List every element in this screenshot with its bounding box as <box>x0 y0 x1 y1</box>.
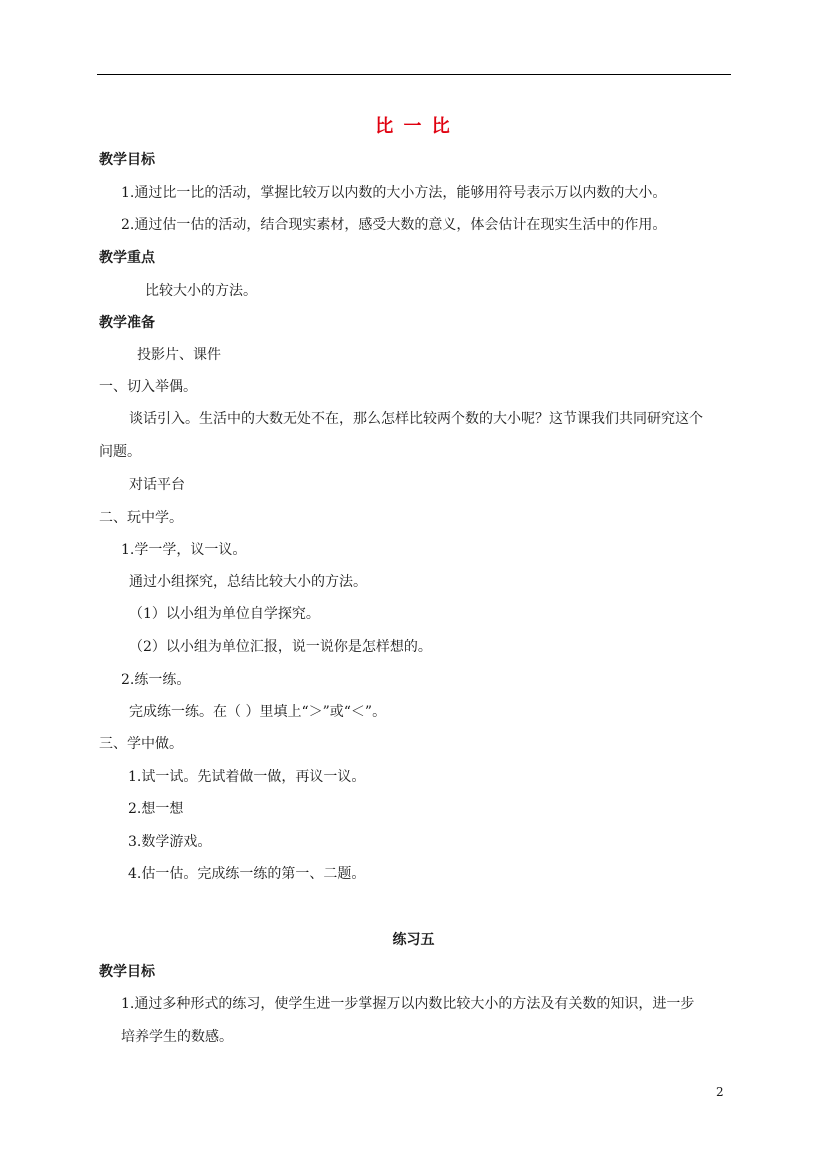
section2-goal-1-b: 培养学生的数感。 <box>121 1029 233 1045</box>
part1-text-b: 问题。 <box>99 444 141 460</box>
goal-2: 2.通过估一估的活动，结合现实素材，感受大数的意义，体会估计在现实生活中的作用。 <box>121 217 667 233</box>
part2-item2-text: 完成练一练。在（ ）里填上“＞”或“＜”。 <box>129 704 387 720</box>
page-number: 2 <box>716 1085 724 1099</box>
part1-text-a: 谈话引入。生活中的大数无处不在，那么怎样比较两个数的大小呢？这节课我们共同研究这个 <box>129 411 703 427</box>
part3-item1: 1.试一试。先试着做一做，再议一议。 <box>128 769 366 785</box>
part1-heading: 一、切入举偶。 <box>99 379 197 395</box>
goals-heading: 教学目标 <box>99 152 155 168</box>
page-title: 比 一 比 <box>375 116 452 137</box>
section2-goals-heading: 教学目标 <box>99 964 155 980</box>
prep-text: 投影片、课件 <box>137 347 221 363</box>
focus-heading: 教学重点 <box>99 250 155 266</box>
part3-heading: 三、学中做。 <box>99 736 183 752</box>
prep-heading: 教学准备 <box>99 315 155 331</box>
section2-title: 练习五 <box>392 932 435 948</box>
part2-item1-text: 通过小组探究，总结比较大小的方法。 <box>129 574 367 590</box>
section2-goal-1-a: 1.通过多种形式的练习，使学生进一步掌握万以内数比较大小的方法及有关数的知识，进一步 <box>121 996 695 1012</box>
part2-heading: 二、玩中学。 <box>99 510 183 526</box>
part2-item1-sub2: （2）以小组为单位汇报，说一说你是怎样想的。 <box>129 639 432 655</box>
part3-item2: 2.想一想 <box>128 801 184 817</box>
goal-1: 1.通过比一比的活动，掌握比较万以内数的大小方法，能够用符号表示万以内数的大小。 <box>121 185 667 201</box>
part3-item3: 3.数学游戏。 <box>128 834 212 850</box>
part1-platform: 对话平台 <box>129 477 185 493</box>
part2-item1: 1.学一学，议一议。 <box>121 542 247 558</box>
part2-item1-sub1: （1）以小组为单位自学探究。 <box>129 606 320 622</box>
part3-item4: 4.估一估。完成练一练的第一、二题。 <box>128 866 366 882</box>
part2-item2: 2.练一练。 <box>121 672 191 688</box>
focus-text: 比较大小的方法。 <box>145 283 257 299</box>
header-rule <box>97 74 731 75</box>
